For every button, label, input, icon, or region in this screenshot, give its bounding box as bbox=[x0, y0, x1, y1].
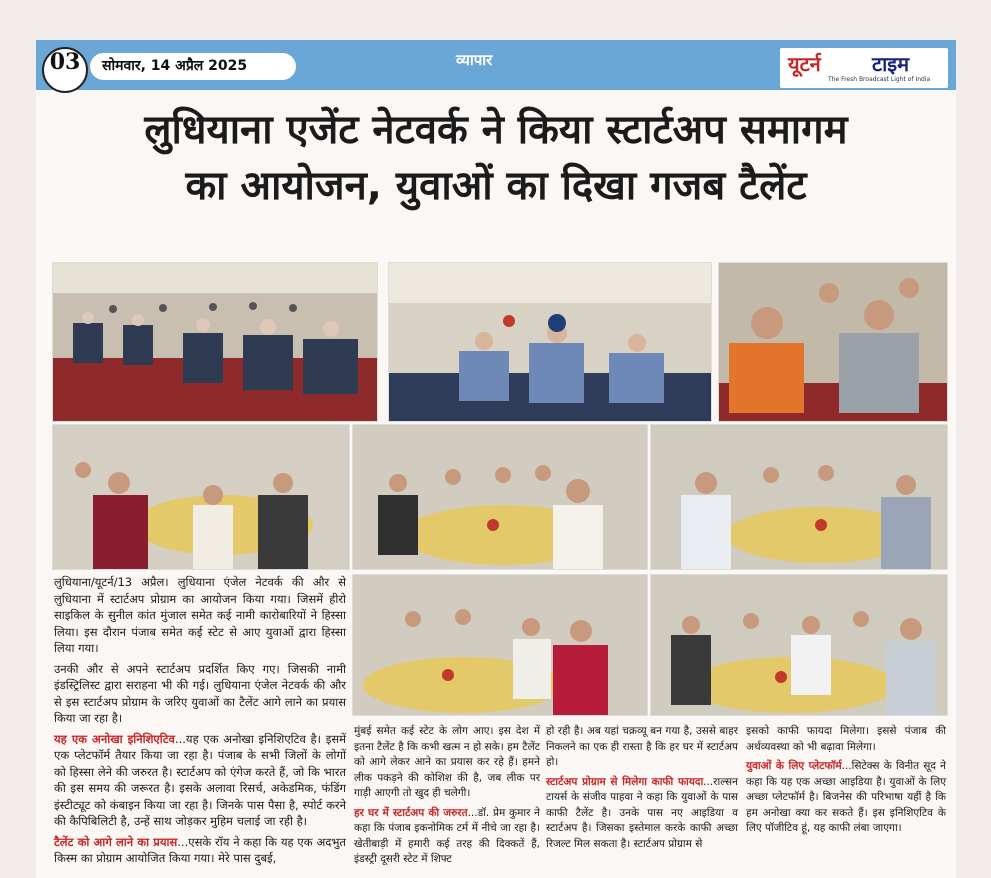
headline-line-1: लुधियाना एजेंट नेटवर्क ने किया स्टार्टअप समागम bbox=[144, 107, 848, 153]
article-paragraph: इसको काफी फायदा मिलेगा। इससे पंजाब की अर्थव्यवस्था को भी बढ़ावा मिलेगा। bbox=[746, 725, 946, 753]
audience-hall-photo bbox=[52, 262, 378, 422]
subheading: स्टार्टअप प्रोग्राम से मिलेगा काफी फायदा bbox=[546, 775, 704, 788]
headline bbox=[36, 102, 956, 214]
front-row-guests-photo bbox=[718, 262, 948, 422]
round-table-group-photo-4 bbox=[352, 574, 648, 716]
article-paragraph: स्टार्टअप प्रोग्राम से मिलेगा काफी फायदा...राल्सन टायर्स के संजीव पाहवा ने कहा कि युवाओं के पास काफी टैलेंट है। उनके पास नए आइडिया व स्टार्टअप है। जिसका इस्तेमाल करके काफी अच्छा रिजल्ट मिल सकता है। स्टार्टअप प्रोग्राम से bbox=[546, 775, 738, 850]
article-paragraph: हर घर में स्टार्टअप की जरुरत...डॉ. प्रेम कुमार ने कहा कि पंजाब इकनोमिक टर्म में नीचे जा रहा है। खेतीबाड़ी में हमारी कई तरह की दिक्कतें हैं, इंडस्ट्री दूसरी स्टेट में शिफ्ट bbox=[354, 806, 540, 865]
logo-text-part2: टाइम bbox=[872, 52, 910, 76]
seated-guests-photo bbox=[388, 262, 712, 422]
article-column-3 bbox=[546, 724, 738, 856]
article-paragraph: यह एक अनोखा इनिशिएटिव...यह एक अनोखा इनिशिएटिव है। इसमें एक प्लेटफॉर्म तैयार किया जा रहा है। पंजाब के सभी जिलों के लोगों को हिस्सा लेने की जरुरत है। स्टार्टअप को एंगेज करते हैं, जो कि भारत की इस समय की जरूरत है। इसके अलावा रिसर्च, अकेडमिक, फंडिंग इंस्टीट्यूट को कंबाइन किया जा रहा है। जिनके पास पैसा है, स्पोर्ट करने की कैपिबिलिटी है, उन्हें साथ जोड़कर मुहिम चलाई जा रही है। bbox=[54, 731, 346, 828]
round-table-group-photo-1 bbox=[52, 424, 350, 570]
subheading: हर घर में स्टार्टअप की जरुरत bbox=[354, 806, 468, 819]
section-name: व्यापार bbox=[456, 51, 493, 69]
article-column-4 bbox=[746, 724, 946, 841]
subheading: यह एक अनोखा इनिशिएटिव bbox=[54, 731, 175, 746]
page-number: 03 bbox=[42, 47, 88, 93]
logo-tagline: The Fresh Broadcast Light of India bbox=[828, 76, 931, 83]
article-column-2 bbox=[354, 724, 540, 872]
logo-text-part1: यूटर्न bbox=[788, 52, 821, 76]
round-table-group-photo-3 bbox=[650, 424, 948, 570]
article-paragraph: टैलेंट को आगे लाने का प्रयास...एसके रॉय ने कहा कि यह एक अदभुत किस्म का प्रोग्राम आयोजित किया गया। मेरे पास दुबई, bbox=[54, 834, 346, 865]
round-table-group-photo-5 bbox=[650, 574, 948, 716]
newspaper-page bbox=[36, 40, 956, 878]
article-column-1 bbox=[54, 574, 346, 871]
article-paragraph: मुंबई समेत कई स्टेट के लोग आए। इस देश में इतना टैलेंट है कि कभी खत्म न हो सके। हम टैलेंट को आगे लेकर आने का प्रयास कर रहे हैं। हमने लीक पकड़ने की कोशिश की है, जब लीक पर गाड़ी आएगी तो खुद ही चलेगी। bbox=[354, 725, 540, 799]
subheading: युवाओं के लिए प्लेटफॉर्म bbox=[746, 760, 842, 772]
round-table-group-photo-2 bbox=[352, 424, 648, 570]
article-paragraph: युवाओं के लिए प्लेटफॉर्म...सिटेक्स के विनीत सूद ने कहा कि यह एक अच्छा आइडिया है। युवाओं के लिए अच्छा प्लेटफॉर्म है। बिजनेस की परिभाषा यहीं है कि हम अनोखा क्या कर सकते हैं। इस इनिशिएटिव के लिए पॉजीटिव हूं, यह काफी लंबा जाएगा। bbox=[746, 760, 946, 834]
headline-line-2: का आयोजन, युवाओं का दिखा गजब टैलेंट bbox=[185, 163, 807, 209]
issue-date: सोमवार, 14 अप्रैल 2025 bbox=[90, 53, 296, 80]
article-paragraph: लुधियाना/यूटर्न/13 अप्रैल। लुधियाना एंजेल नेटवर्क की और से लुधियाना में स्टार्टअप प्रोग्राम का आयोजन किया गया। जिसमें हीरो साइकिल के सुनील कांत मुंजाल समेत कई नामी कारोबारियों ने हिस्सा लिया। इस दौरान पंजाब समेत कई स्टेट से आए युवाओं द्वारा हिस्सा लिया गया। bbox=[54, 575, 346, 655]
masthead-logo bbox=[780, 48, 948, 88]
article-paragraph: उनकी और से अपने स्टार्टअप प्रदर्शित किए गए। जिसकी नामी इंडस्ट्रिलिस्ट द्वारा सराहना भी की गई। लुधियाना एंजेल नेटवर्क की और से इस स्टार्टअप प्रोग्राम के जरिए युवाओं का टैलेंट आगे लाने का प्रयास किया जा रहा है। bbox=[54, 661, 346, 725]
page-header bbox=[36, 40, 956, 90]
article-paragraph: हो रही है। अब यहां चक्रव्यू बन गया है, उससे बाहर निकलने का एक ही रास्ता है कि हर घर में स्टार्टअप हो। bbox=[546, 725, 738, 768]
subheading: टैलेंट को आगे लाने का प्रयास bbox=[54, 834, 178, 849]
